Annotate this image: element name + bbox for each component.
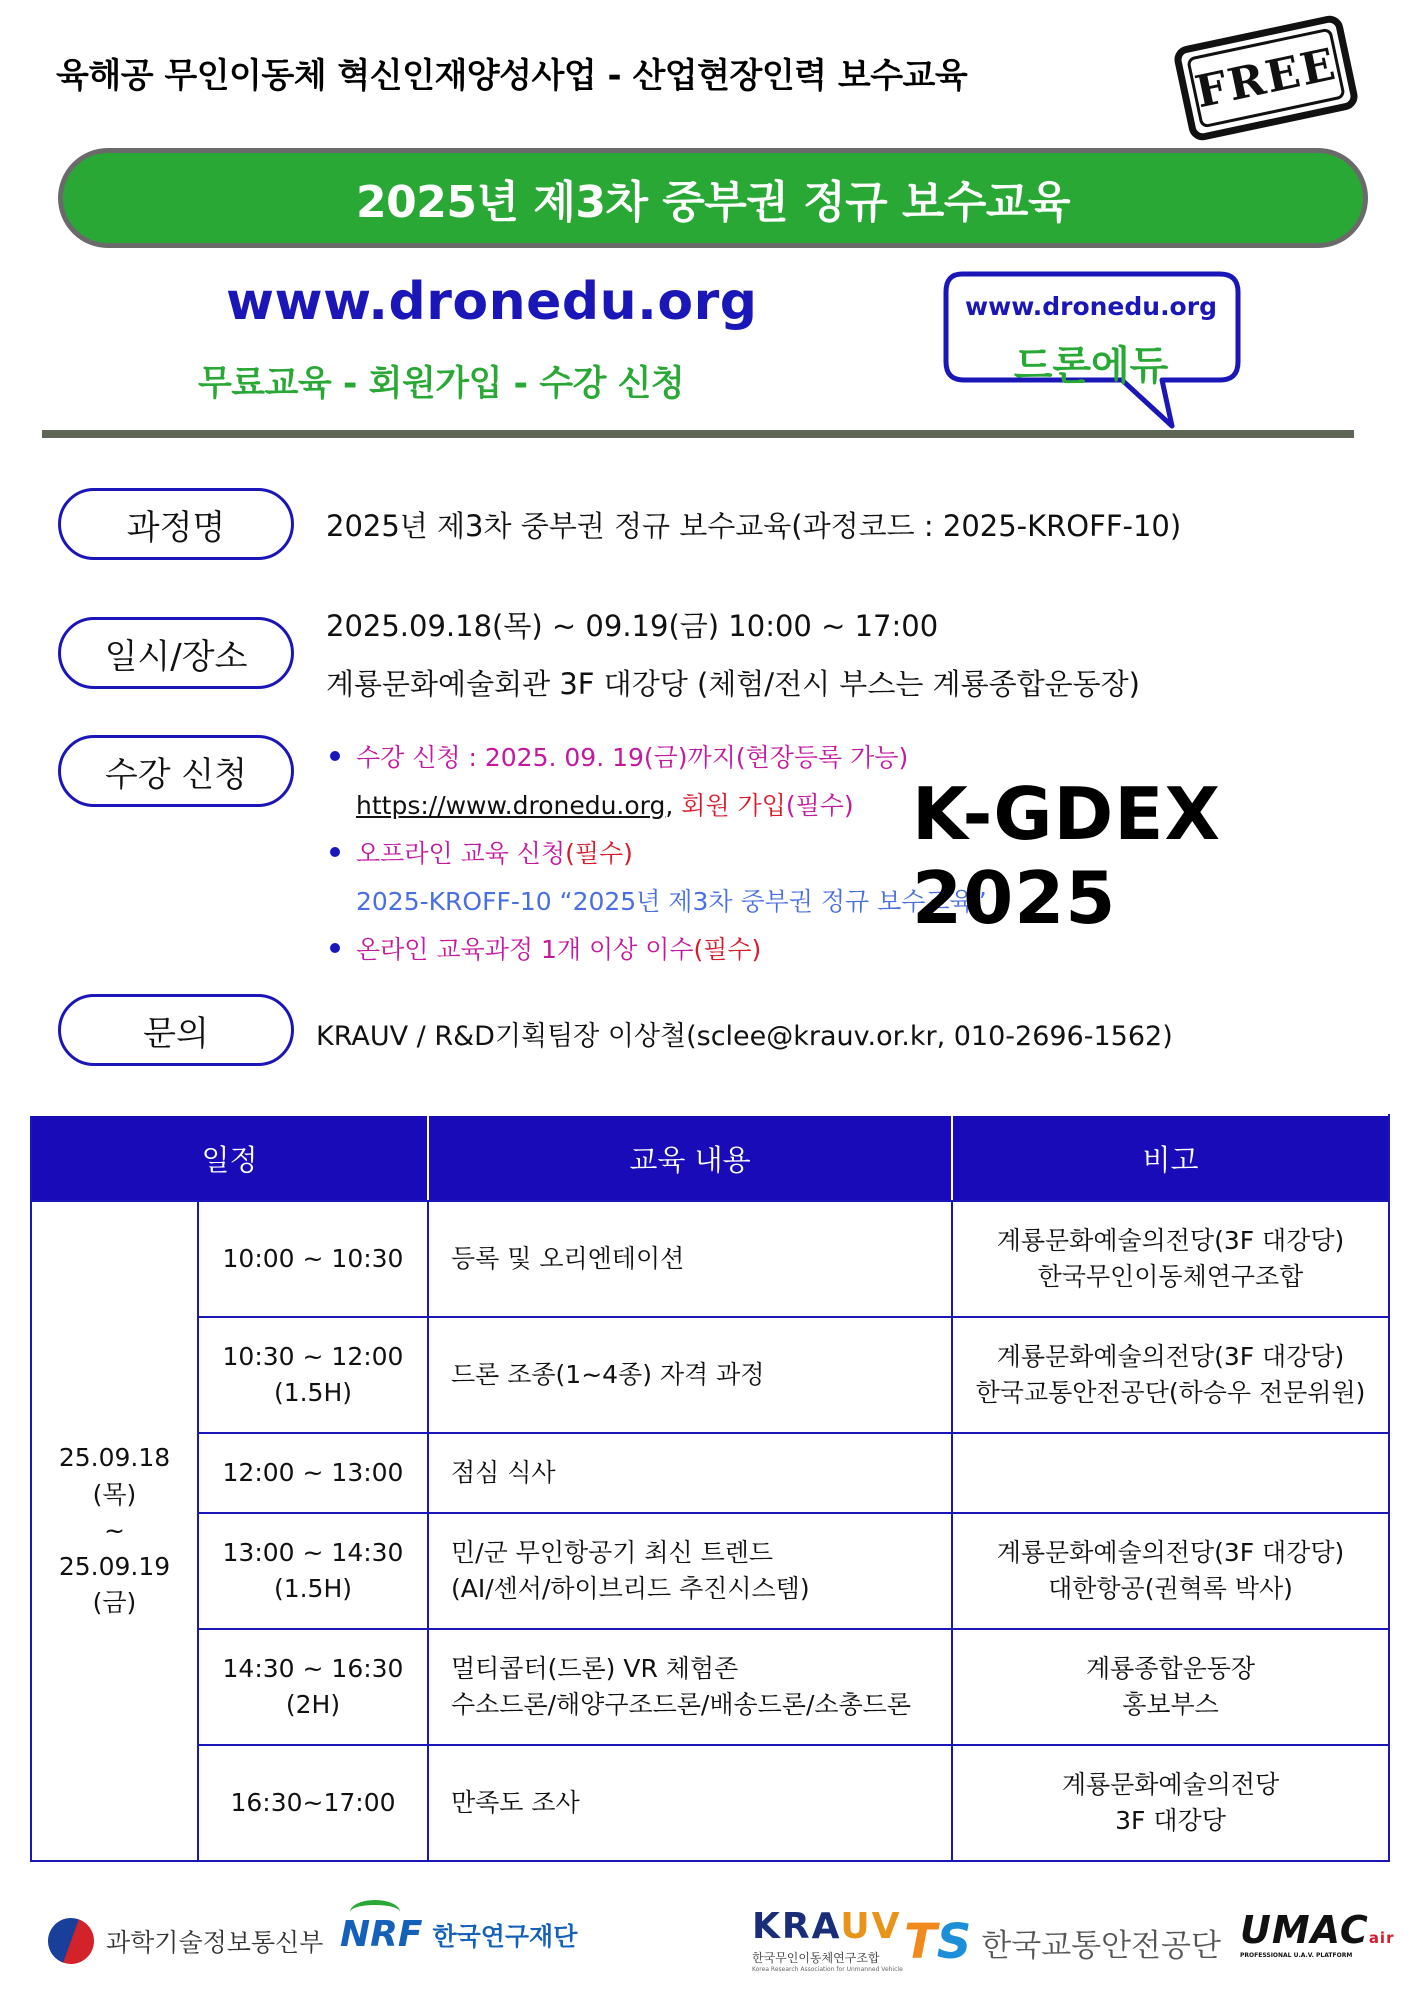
content-cell <box>428 1317 952 1433</box>
content-cell <box>428 1513 952 1629</box>
table-row <box>31 1317 1389 1433</box>
note-cell <box>952 1433 1389 1513</box>
time-cell <box>198 1433 428 1513</box>
time-text: 10:00 ~ 10:30 <box>222 1243 404 1273</box>
date-line: (금) <box>92 1588 137 1618</box>
note-text: 계룡문화예술의전당(3F 대강당) <box>996 1537 1345 1567</box>
content-text: (AI/센서/하이브리드 추진시스템) <box>451 1574 810 1603</box>
apply-label: 수강 신청 <box>58 735 294 807</box>
bullet-dot <box>330 943 340 953</box>
apply-link[interactable]: https://www.dronedu.org <box>356 791 666 820</box>
course-banner: 2025년 제3차 중부권 정규 보수교육 <box>58 148 1368 248</box>
bullet-dot <box>330 847 340 857</box>
content-text: 등록 및 오리엔테이션 <box>451 1243 685 1273</box>
schedule-date-cell <box>31 1201 198 1861</box>
offline-course-code: 2025-KROFF-10 “2025년 제3차 중부권 정규 보수교육” <box>356 887 987 916</box>
time-cell <box>198 1317 428 1433</box>
krauv-mark <box>752 1906 901 1947</box>
course-name-value: 2025년 제3차 중부권 정규 보수교육(과정코드 : 2025-KROFF-10) <box>326 509 1182 543</box>
free-stamp <box>1172 13 1360 143</box>
content-text: 수소드론/해양구조드론/배송드론/소총드론 <box>451 1690 911 1719</box>
apply-required-text: (필수) <box>785 791 854 820</box>
place-value: 계룡문화예술회관 3F 대강당 (체험/전시 부스는 계룡종합운동장) <box>326 667 1140 701</box>
note-text: 계룡문화예술의전당(3F 대강당) <box>996 1225 1345 1255</box>
table-row <box>31 1433 1389 1513</box>
ts-mark <box>904 1914 971 1970</box>
note-cell <box>952 1317 1389 1433</box>
bullet-dot <box>330 751 340 761</box>
bubble-url[interactable]: www.dronedu.org <box>965 292 1217 321</box>
signup-steps: 무료교육 - 회원가입 - 수강 신청 <box>198 364 685 404</box>
time-cell <box>198 1201 428 1317</box>
umac-mark <box>1240 1908 1394 1952</box>
duration-text: (2H) <box>285 1690 341 1719</box>
krauv-sub-en: Korea Research Association for Unmanned Vehicle <box>752 1966 903 1973</box>
krauv-sub: 한국무인이동체연구조합 <box>752 1951 880 1965</box>
content-cell <box>428 1433 952 1513</box>
note-cell <box>952 1629 1389 1745</box>
table-row <box>31 1201 1389 1317</box>
inquiry-value: KRAUV / R&D기획팀장 이상철(sclee@krauv.or.kr, 010-2696-1562) <box>316 1021 1173 1052</box>
note-text: 한국교통안전공단(하승우 전문위원) <box>975 1378 1366 1407</box>
inquiry-label: 문의 <box>58 994 294 1066</box>
offline-required-text: (필수) <box>565 839 633 868</box>
apply-link-separator: , <box>665 791 682 820</box>
time-text: 12:00 ~ 13:00 <box>222 1457 404 1487</box>
schedule-header-row <box>31 1115 1389 1201</box>
header-content: 교육 내용 <box>428 1115 952 1201</box>
apply-bullet-deadline <box>330 738 908 774</box>
speech-bubble <box>932 262 1250 430</box>
ts-mark-t: T <box>904 1914 937 1970</box>
schedule-table <box>30 1114 1390 1862</box>
apply-deadline-text: 수강 신청 : 2025. 09. 19(금)까지(현장등록 가능) <box>356 743 909 772</box>
ts-mark-s: S <box>936 1914 972 1970</box>
bubble-brand-name: 드론에듀 <box>1013 343 1169 389</box>
content-text: 만족도 조사 <box>451 1787 580 1817</box>
apply-bullet-online <box>330 930 761 966</box>
section-divider <box>42 430 1354 438</box>
free-stamp-text: FREE <box>1186 27 1346 128</box>
nrf-mark <box>340 1914 422 1955</box>
msit-logo <box>48 1918 323 1964</box>
site-url[interactable]: www.dronedu.org <box>226 272 758 332</box>
content-cell <box>428 1201 952 1317</box>
content-text: 멀티콥터(드론) VR 체험존 <box>451 1653 739 1683</box>
date-line: ~ <box>104 1515 125 1545</box>
taegeuk-icon <box>42 1912 101 1971</box>
apply-link-line <box>356 786 854 822</box>
content-text: 민/군 무인항공기 최신 트렌드 <box>451 1537 774 1567</box>
apply-bullet-offline <box>330 834 633 870</box>
table-row <box>31 1629 1389 1745</box>
date-line: (목) <box>92 1479 137 1509</box>
event-tag: K-GDEX 2025 <box>912 772 1221 940</box>
umac-air-text: air <box>1368 1929 1395 1947</box>
date-line: 25.09.18 <box>58 1443 171 1473</box>
msit-text: 과학기술정보통신부 <box>106 1928 324 1957</box>
header-schedule: 일정 <box>31 1115 428 1201</box>
header-note: 비고 <box>952 1115 1389 1201</box>
umac-logo <box>1240 1908 1394 1959</box>
content-text: 점심 식사 <box>451 1457 556 1487</box>
table-row <box>31 1745 1389 1861</box>
duration-text: (1.5H) <box>273 1574 353 1603</box>
duration-text: (1.5H) <box>273 1378 353 1407</box>
note-text: 홍보부스 <box>1122 1690 1219 1719</box>
content-cell <box>428 1629 952 1745</box>
nrf-mark-text: NRF <box>340 1914 423 1955</box>
content-text: 드론 조종(1~4종) 자격 과정 <box>451 1359 765 1389</box>
nrf-text: 한국연구재단 <box>432 1921 578 1951</box>
ts-logo <box>904 1914 1221 1970</box>
online-required-text: (필수) <box>693 935 762 964</box>
course-name-label: 과정명 <box>58 488 294 560</box>
note-cell <box>952 1201 1389 1317</box>
krauv-mark-b: UV <box>840 1906 902 1947</box>
note-cell <box>952 1513 1389 1629</box>
note-cell <box>952 1745 1389 1861</box>
apply-member-text: 회원 가입 <box>681 791 786 820</box>
time-text: 10:30 ~ 12:00 <box>222 1341 404 1371</box>
krauv-mark-a: KRA <box>752 1906 841 1947</box>
umac-mark-text: UMAC <box>1240 1908 1369 1952</box>
date-line: 25.09.19 <box>58 1552 171 1582</box>
table-row <box>31 1513 1389 1629</box>
note-text: 계룡종합운동장 <box>1085 1653 1256 1683</box>
content-cell <box>428 1745 952 1861</box>
nrf-logo <box>340 1914 577 1955</box>
time-cell <box>198 1745 428 1861</box>
time-cell <box>198 1629 428 1745</box>
offline-apply-text: 오프라인 교육 신청 <box>356 839 566 868</box>
ts-text: 한국교통안전공단 <box>981 1927 1221 1964</box>
sponsor-logos <box>0 1906 1414 1986</box>
note-text: 한국무인이동체연구조합 <box>1037 1262 1304 1291</box>
time-text: 16:30~17:00 <box>230 1787 396 1817</box>
online-course-text: 온라인 교육과정 1개 이상 이수 <box>356 935 694 964</box>
date-place-label: 일시/장소 <box>58 617 294 689</box>
note-text: 대한항공(권혁록 박사) <box>1048 1574 1293 1603</box>
note-text: 계룡문화예술의전당(3F 대강당) <box>996 1341 1345 1371</box>
swoosh-icon <box>350 1900 400 1924</box>
time-cell <box>198 1513 428 1629</box>
krauv-logo <box>752 1906 903 1973</box>
umac-sub: PROFESSIONAL U.A.V. PLATFORM <box>1240 1952 1353 1959</box>
note-text: 3F 대강당 <box>1115 1806 1226 1835</box>
date-value: 2025.09.18(목) ~ 09.19(금) 10:00 ~ 17:00 <box>326 609 939 643</box>
note-text: 계룡문화예술의전당 <box>1061 1769 1280 1799</box>
page-top-title: 육해공 무인이동체 혁신인재양성사업 - 산업현장인력 보수교육 <box>56 56 968 96</box>
time-text: 14:30 ~ 16:30 <box>222 1653 404 1683</box>
time-text: 13:00 ~ 14:30 <box>222 1537 404 1567</box>
